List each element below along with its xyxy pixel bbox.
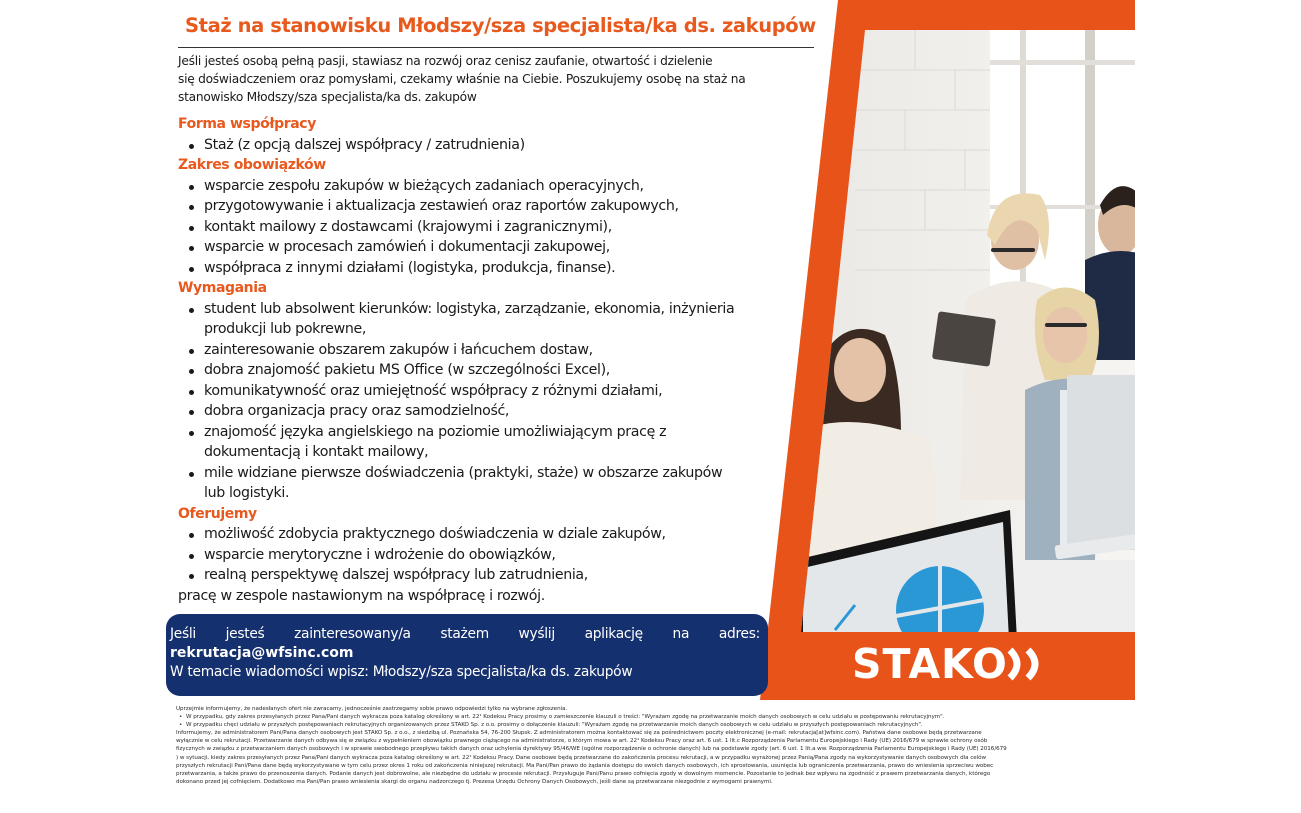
legal-line: ) w sytuacji, kiedy zakres przesyłanych przez Pana/Pani danych wykracza poza katalog określony w art. 22¹ Kodeksu Pracy. Dane osobowe będą przetwarzane do zakończenia procesu rekrutacji, a w przypadku wyrażonej przez Panią/Pana zgody na wykorzystywanie danych osobowych dla celów <box>176 754 987 761</box>
list-item: Staż (z opcją dalszej współpracy / zatrudnienia) <box>178 135 798 156</box>
double-chevron-arcs-icon <box>1006 646 1048 682</box>
brand-photo-frame <box>755 0 1140 700</box>
intro-paragraph <box>178 52 798 106</box>
list-item: możliwość zdobycia praktycznego doświadczenia w dziale zakupów, <box>178 524 798 545</box>
legal-bullet: • W przypadku chęci udziału w przyszłych postępowaniach rekrutacyjnych organizowanych przez STAKO Sp. z o.o. prosimy o dołączenie klauzuli: "Wyrażam zgodę na przetwarzanie moich danych osobowych w celu udziału w przyszłych postępowaniach rekrutacyjnych". <box>176 721 1138 729</box>
oferujemy-trailing-text: pracę w zespole nastawionym na współpracę i rozwój. <box>178 587 545 604</box>
apply-instruction-line: Jeśli jesteś zainteresowany/a stażem wyślij aplikację na adres: <box>170 626 760 642</box>
intro-line: stanowisko Młodszy/sza specjalista/ka ds. zakupów <box>178 90 477 104</box>
list-item: dobra znajomość pakietu MS Office (w szczególności Excel), <box>178 360 798 381</box>
gdpr-legal-notice <box>176 705 1138 786</box>
apply-subject-instruction: W temacie wiadomości wpisz: Młodszy/sza specjalista/ka ds. zakupów <box>170 664 633 680</box>
section-heading-oferujemy: Oferujemy <box>178 505 257 522</box>
title-divider <box>178 47 814 48</box>
forma-list <box>178 135 798 156</box>
legal-line: wyłącznie w celu rekrutacji. Przetwarzanie danych odbywa się w związku z wypełnieniem obowiązku prawnego ciążącego na administratorze, o którym mowa w art. 22¹ Kodeksu Pracy oraz art. 6 ust. 1 lit.c Rozporządzenia Parlamentu Europejskiego i Rady (UE) 2016/679 w sprawie ochrony osób <box>176 738 988 745</box>
legal-line: dokonano przed jej cofnięciem. Dodatkowo ma Pani/Pan prawo wniesienia skargi do organu nadzorczego tj. Prezesa Urzędu Ochrony Danych Osobowych, jeśli dane są przetwarzane niezgodnie z wymogami prawnymi. <box>176 778 773 785</box>
list-item: kontakt mailowy z dostawcami (krajowymi i zagranicznymi), <box>178 217 798 238</box>
list-item: komunikatywność oraz umiejętność współpracy z różnymi działami, <box>178 381 798 402</box>
list-item: dobra organizacja pracy oraz samodzielność, <box>178 401 798 422</box>
list-item: zainteresowanie obszarem zakupów i łańcuchem dostaw, <box>178 340 798 361</box>
list-item: student lub absolwent kierunków: logistyka, zarządzanie, ekonomia, inżynieria produkcji lub pokrewne, <box>178 299 798 340</box>
intro-line: się doświadczeniem oraz pomysłami, czekamy właśnie na Ciebie. Poszukujemy osobę na staż na <box>178 72 746 86</box>
list-item: realną perspektywę dalszej współpracy lub zatrudnienia, <box>178 565 798 586</box>
logo-text: STAKO <box>852 640 1008 688</box>
application-info-box <box>166 614 768 696</box>
wymagania-list <box>178 299 798 504</box>
legal-line: Informujemy, że administratorem Pani/Pana danych osobowych jest STAKO Sp. z o.o., z siedzibą ul. Poznańska 54, 76-200 Słupsk. Z administratorem można kontaktować się za pośrednictwem poczty elektronicznej (e-mail: rekrutacja[at]wfsinc.com). Państwa dane osobowe będą przetwarzane <box>176 730 982 737</box>
stako-logo <box>852 640 1048 688</box>
list-item: wsparcie zespołu zakupów w bieżących zadaniach operacyjnych, <box>178 176 798 197</box>
intro-line: Jeśli jesteś osobą pełną pasji, stawiasz na rozwój oraz cenisz zaufanie, otwartość i dzielenie <box>178 54 713 68</box>
legal-intro: Uprzejmie informujemy, że nadesłanych ofert nie zwracamy, jednocześnie zastrzegamy sobie prawo odpowiedzi tylko na wybrane zgłoszenia. <box>176 706 568 712</box>
legal-line: przetwarzania, a także prawo do przenoszenia danych. Podanie danych jest dobrowolne, ale niezbędne do udziału w procesie rekrutacji. Przysługuje Pani/Panu prawo cofnięcia zgody w dowolnym momencie. Pozostanie to jednak bez wpływu na zgodność z prawem przetwarzania danych, którego <box>176 770 991 777</box>
legal-line: fizycznych w związku z przetwarzaniem danych osobowych i w sprawie swobodnego przepływu takich danych oraz uchylenia dyrektywy 95/46/WE (ogólne rozporządzenie o ochronie danych) lub na podstawie zgody (art. 6 ust. 1 lit.a ww. Rozporządzenia Parlamentu Europejskiego i Rady (UE) 2016/679 <box>176 746 1007 753</box>
list-item: wsparcie merytoryczne i wdrożenie do obowiązków, <box>178 545 798 566</box>
list-item: przygotowywanie i aktualizacja zestawień oraz raportów zakupowych, <box>178 196 798 217</box>
section-heading-zakres: Zakres obowiązków <box>178 157 326 173</box>
list-item: współpraca z innymi działami (logistyka, produkcja, finanse). <box>178 258 798 279</box>
oferujemy-list <box>178 524 798 586</box>
job-title: Staż na stanowisku Młodszy/sza specjalista/ka ds. zakupów <box>185 14 816 37</box>
section-heading-forma: Forma współpracy <box>178 116 316 132</box>
legal-bullet: • W przypadku, gdy zakres przesyłanych przez Pana/Pani danych wykracza poza katalog określony w art. 22¹ Kodeksu Pracy prosimy o zamieszczenie klauzuli o treści: "Wyrażam zgodę na przetwarzanie moich danych osobowych w celu udziału w postępowaniu rekrutacyjnym". <box>176 713 1138 721</box>
zakres-list <box>178 176 798 279</box>
application-email-link[interactable]: rekrutacja@wfsinc.com <box>170 645 354 661</box>
team-photo-illustration <box>755 0 1140 700</box>
section-heading-wymagania: Wymagania <box>178 280 267 296</box>
list-item: mile widziane pierwsze doświadczenia (praktyki, staże) w obszarze zakupów lub logistyki. <box>178 463 798 504</box>
list-item: znajomość języka angielskiego na poziomie umożliwiającym pracę z dokumentacją i kontakt mailowy, <box>178 422 798 463</box>
list-item: wsparcie w procesach zamówień i dokumentacji zakupowej, <box>178 237 798 258</box>
legal-line: przyszłych rekrutacji Pani/Pana dane będą wykorzystywane w tym celu przez okres 1 roku od zakończenia niniejszej rekrutacji. Ma Pani/Pan prawo do żądania dostępu do swoich danych osobowych, ich sprostowania, usunięcia lub ograniczenia przetwarzania, prawo do wniesienia sprzeciwu wobec <box>176 762 994 769</box>
offer-content <box>178 114 798 606</box>
